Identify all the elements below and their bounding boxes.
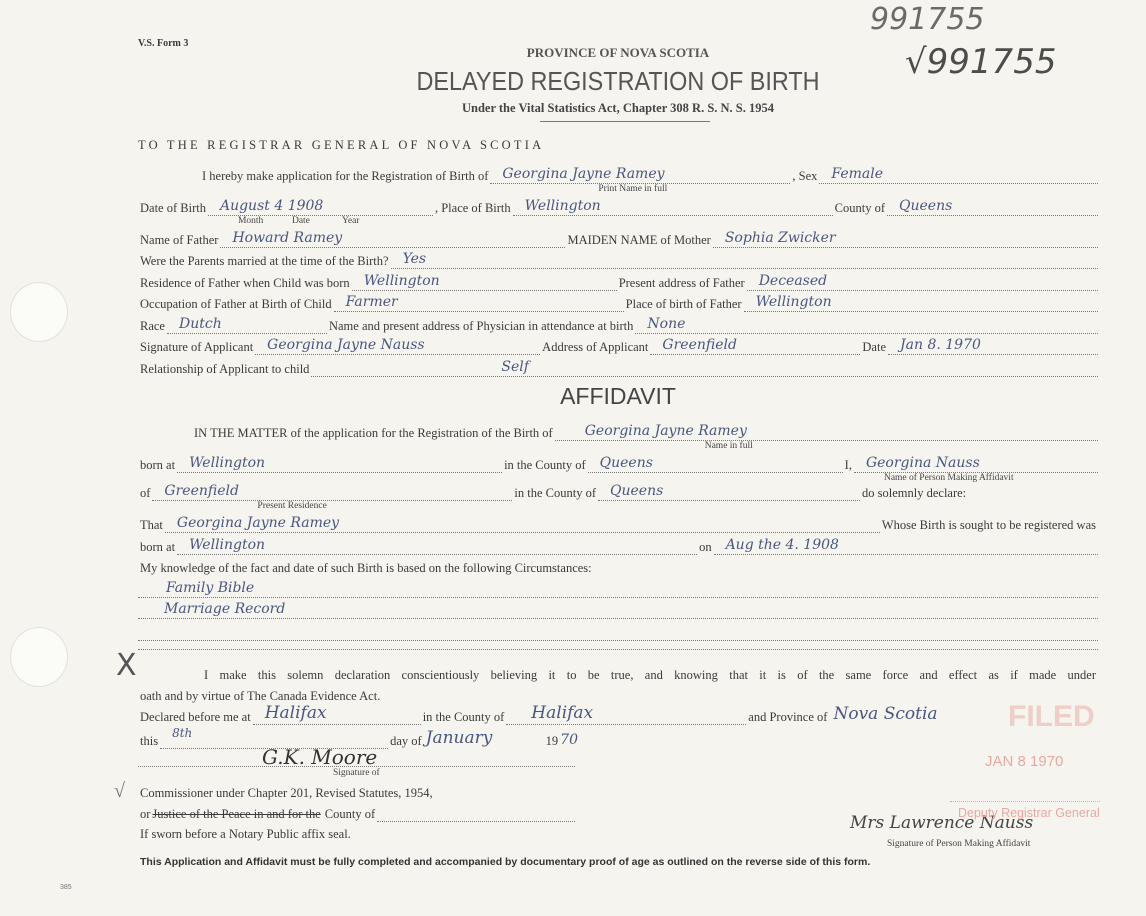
value: Greenfield [662,337,737,353]
row-dob [138,198,1098,226]
circumstance-field[interactable] [138,602,1098,619]
value: Howard Ramey [232,230,343,246]
value: Greenfield [164,483,239,499]
filed-stamp: FILED [1008,700,1095,733]
x-mark: X [116,648,137,683]
registration-number-checked: √991755 [905,42,1057,82]
value: Aug the 4. 1908 [725,537,839,553]
affidavit-name-field[interactable] [555,423,1098,451]
label: My knowledge of the fact and date of such Birth is based on the following Circumstances: [140,561,592,575]
label: do solemnly declare: [862,486,967,500]
label: That [140,518,163,532]
value: Wellington [524,198,601,214]
row-declaration-1 [202,665,1098,683]
race-field[interactable] [167,317,327,334]
county-field[interactable] [588,456,843,473]
sex-field[interactable] [819,167,1098,184]
father-field[interactable] [220,231,565,248]
row-residence [138,483,1098,511]
label: Name and present address of Physician in attendance at birth [328,319,634,333]
circumstance-line [138,649,1098,650]
value: Queens [899,198,953,214]
label: Race [140,319,165,333]
row-race [138,316,1098,334]
filed-stamp-date: JAN 8 1970 [985,753,1064,770]
label: Commissioner under Chapter 201, Revised Statutes, 1954, [140,786,433,800]
affidavit-heading: AFFIDAVIT [560,383,676,409]
label: Signature of Applicant [140,340,254,354]
label: of [140,486,151,500]
value: Wellington [189,537,266,553]
row-declaration-2 [138,686,1098,704]
row-married [138,251,1098,269]
row-applicant [138,337,1098,355]
declared-at-field[interactable] [253,703,421,725]
label: IN THE MATTER of the application for the Registration of the Birth of [194,426,553,440]
caption: Print Name in full [598,184,668,194]
row-commissioner [138,783,1098,801]
value: Wellington [755,294,832,310]
circumstance-field[interactable] [138,624,1098,641]
father-address-field[interactable] [747,274,1098,291]
label: Place of birth of Father [625,297,742,311]
label: I hereby make application for the Registration of Birth of [202,169,489,183]
month-field[interactable] [424,728,544,749]
document-title: DELAYED REGISTRATION OF BIRTH [416,66,820,96]
born-at-field[interactable] [177,456,502,473]
value: Family Bible [166,580,255,596]
label: Whose Birth is sought to be registered was [881,518,1096,532]
label: Occupation of Father at Birth of Child [140,297,332,311]
label: on [699,540,712,554]
label: County of [834,201,886,215]
value: Jan 8. 1970 [900,337,981,353]
born-at-field-2[interactable] [177,538,697,555]
label: 19 [545,734,559,748]
row-knowledge [138,558,1098,576]
form-number: V.S. Form 3 [138,38,189,49]
caption: Signature of Person Making Affidavit [887,839,1031,849]
row-that [138,515,1098,533]
relationship-field[interactable] [311,360,1098,377]
label: Were the Parents married at the time of the Birth? [140,254,389,268]
value: Queens [599,455,653,471]
stamp-line [950,801,1100,802]
label: Date [862,340,887,354]
residence-county-field[interactable] [598,484,860,501]
label: Declared before me at [140,710,251,724]
caption: Name of Person Making Affidavit [883,473,1014,483]
value: Georgina Nauss [865,455,980,471]
value: Georgina Jayne Nauss [267,337,425,353]
addressee: TO THE REGISTRAR GENERAL OF NOVA SCOTIA [138,138,545,152]
county-field[interactable] [887,199,1098,216]
value: Self [501,359,529,375]
label: County of [324,807,376,821]
label: , Place of Birth [434,201,511,215]
value: Georgina Jayne Ramey [502,166,665,182]
physician-field[interactable] [635,317,1098,334]
value: Wellington [363,273,440,289]
row-born-at [138,455,1098,483]
label: , Sex [792,169,818,183]
title-rule [540,121,710,122]
declaration-text: oath and by virtue of The Canada Evidence Act. [140,689,381,703]
label: day of [390,734,422,748]
father-residence-field[interactable] [352,274,617,291]
applicant-signature-field[interactable] [255,338,540,355]
province-heading: PROVINCE OF NOVA SCOTIA [526,45,710,60]
applicant-address-field[interactable] [650,338,860,355]
declaration-text: I make this solemn declaration conscientiously believing it to be true, and knowing that it is of the same force and effect as if made under [204,668,1096,682]
label: and Province of [748,710,828,724]
value: Farmer [345,294,398,310]
value: January [425,728,493,748]
row-declared-at [138,703,1098,725]
value: Female [831,166,883,182]
value: Sophia Zwicker [724,230,836,246]
place-field[interactable] [513,199,833,216]
print-code: 385 [60,884,72,891]
row-circumstance [138,601,1098,619]
commissioner-signature: G.K. Moore [262,745,378,769]
row-relationship [138,359,1098,377]
value: August 4 1908 [219,198,324,214]
stamp-office: Deputy Registrar General [958,806,1100,820]
child-name-field[interactable] [490,166,790,194]
caption: Signature of [333,768,380,778]
caption: Year [341,216,360,226]
value: Queens [610,483,664,499]
label: in the County of [504,458,586,472]
row-justice [138,804,575,822]
caption: Name in full [704,441,753,451]
value: Nova Scotia [833,704,938,724]
year-value[interactable]: 70 [560,732,578,748]
value: Halifax [264,703,327,723]
occupation-field[interactable] [334,295,624,312]
label: in the County of [514,486,597,500]
declared-county-field[interactable] [506,703,746,725]
punch-hole [10,282,68,342]
row-father-residence [138,273,1098,291]
residence-field[interactable] [152,483,512,511]
value: Wellington [189,455,266,471]
value: 8th [172,726,193,740]
label: born at [140,540,176,554]
birth-date-field[interactable] [714,538,1098,555]
label: Address of Applicant [542,340,649,354]
caption: Present Residence [257,501,327,511]
row-matter [138,423,1098,451]
row-parents [138,230,1098,248]
row-circumstance [138,623,1098,641]
label: this [140,734,159,748]
caption: Month [237,216,264,226]
row-occupation [138,294,1098,312]
label: Relationship of Applicant to child [140,362,310,376]
declarant-field[interactable] [854,455,1098,483]
footer-notice: This Application and Affidavit must be fully completed and accompanied by documentary proof of age as outlined on the reverse side of this form. [140,856,871,868]
row-child-name [138,166,1098,194]
that-name-field[interactable] [165,516,880,533]
row-born-on [138,537,1098,555]
label: I, [844,458,852,472]
document-subtitle: Under the Vital Statistics Act, Chapter 308 R. S. N. S. 1954 [461,101,775,115]
declarant-signature: Mrs Lawrence Nauss [850,813,1034,833]
punch-hole [10,627,68,687]
circumstance-field[interactable] [138,581,1098,598]
value: Georgina Jayne Ramey [176,515,340,531]
date-field[interactable] [888,338,1098,355]
value: Deceased [758,273,828,289]
value: Halifax [531,703,594,723]
label: or [140,807,151,821]
label: Date of Birth [140,201,206,215]
struck-label: Justice of the Peace in and for the [152,807,321,821]
dob-field[interactable] [208,198,433,226]
row-circumstance [138,580,1098,598]
mother-field[interactable] [713,231,1098,248]
value: Marriage Record [164,601,286,617]
label: MAIDEN NAME of Mother [567,233,711,247]
label: born at [140,458,176,472]
value: Georgina Jayne Ramey [584,423,747,439]
check-mark: √ [114,780,125,802]
value: Yes [402,251,427,267]
caption: Date [291,216,310,226]
label: Present address of Father [618,276,745,290]
label: in the County of [422,710,505,724]
label: Name of Father [140,233,219,247]
father-birthplace-field[interactable] [744,295,1098,312]
label: Residence of Father when Child was born [140,276,350,290]
value: None [647,316,686,332]
married-field[interactable] [391,252,1098,269]
value: Dutch [178,316,222,332]
registration-number: 991755 [870,2,985,37]
justice-county-field[interactable] [377,805,575,822]
label: If sworn before a Notary Public affix seal. [140,827,351,841]
